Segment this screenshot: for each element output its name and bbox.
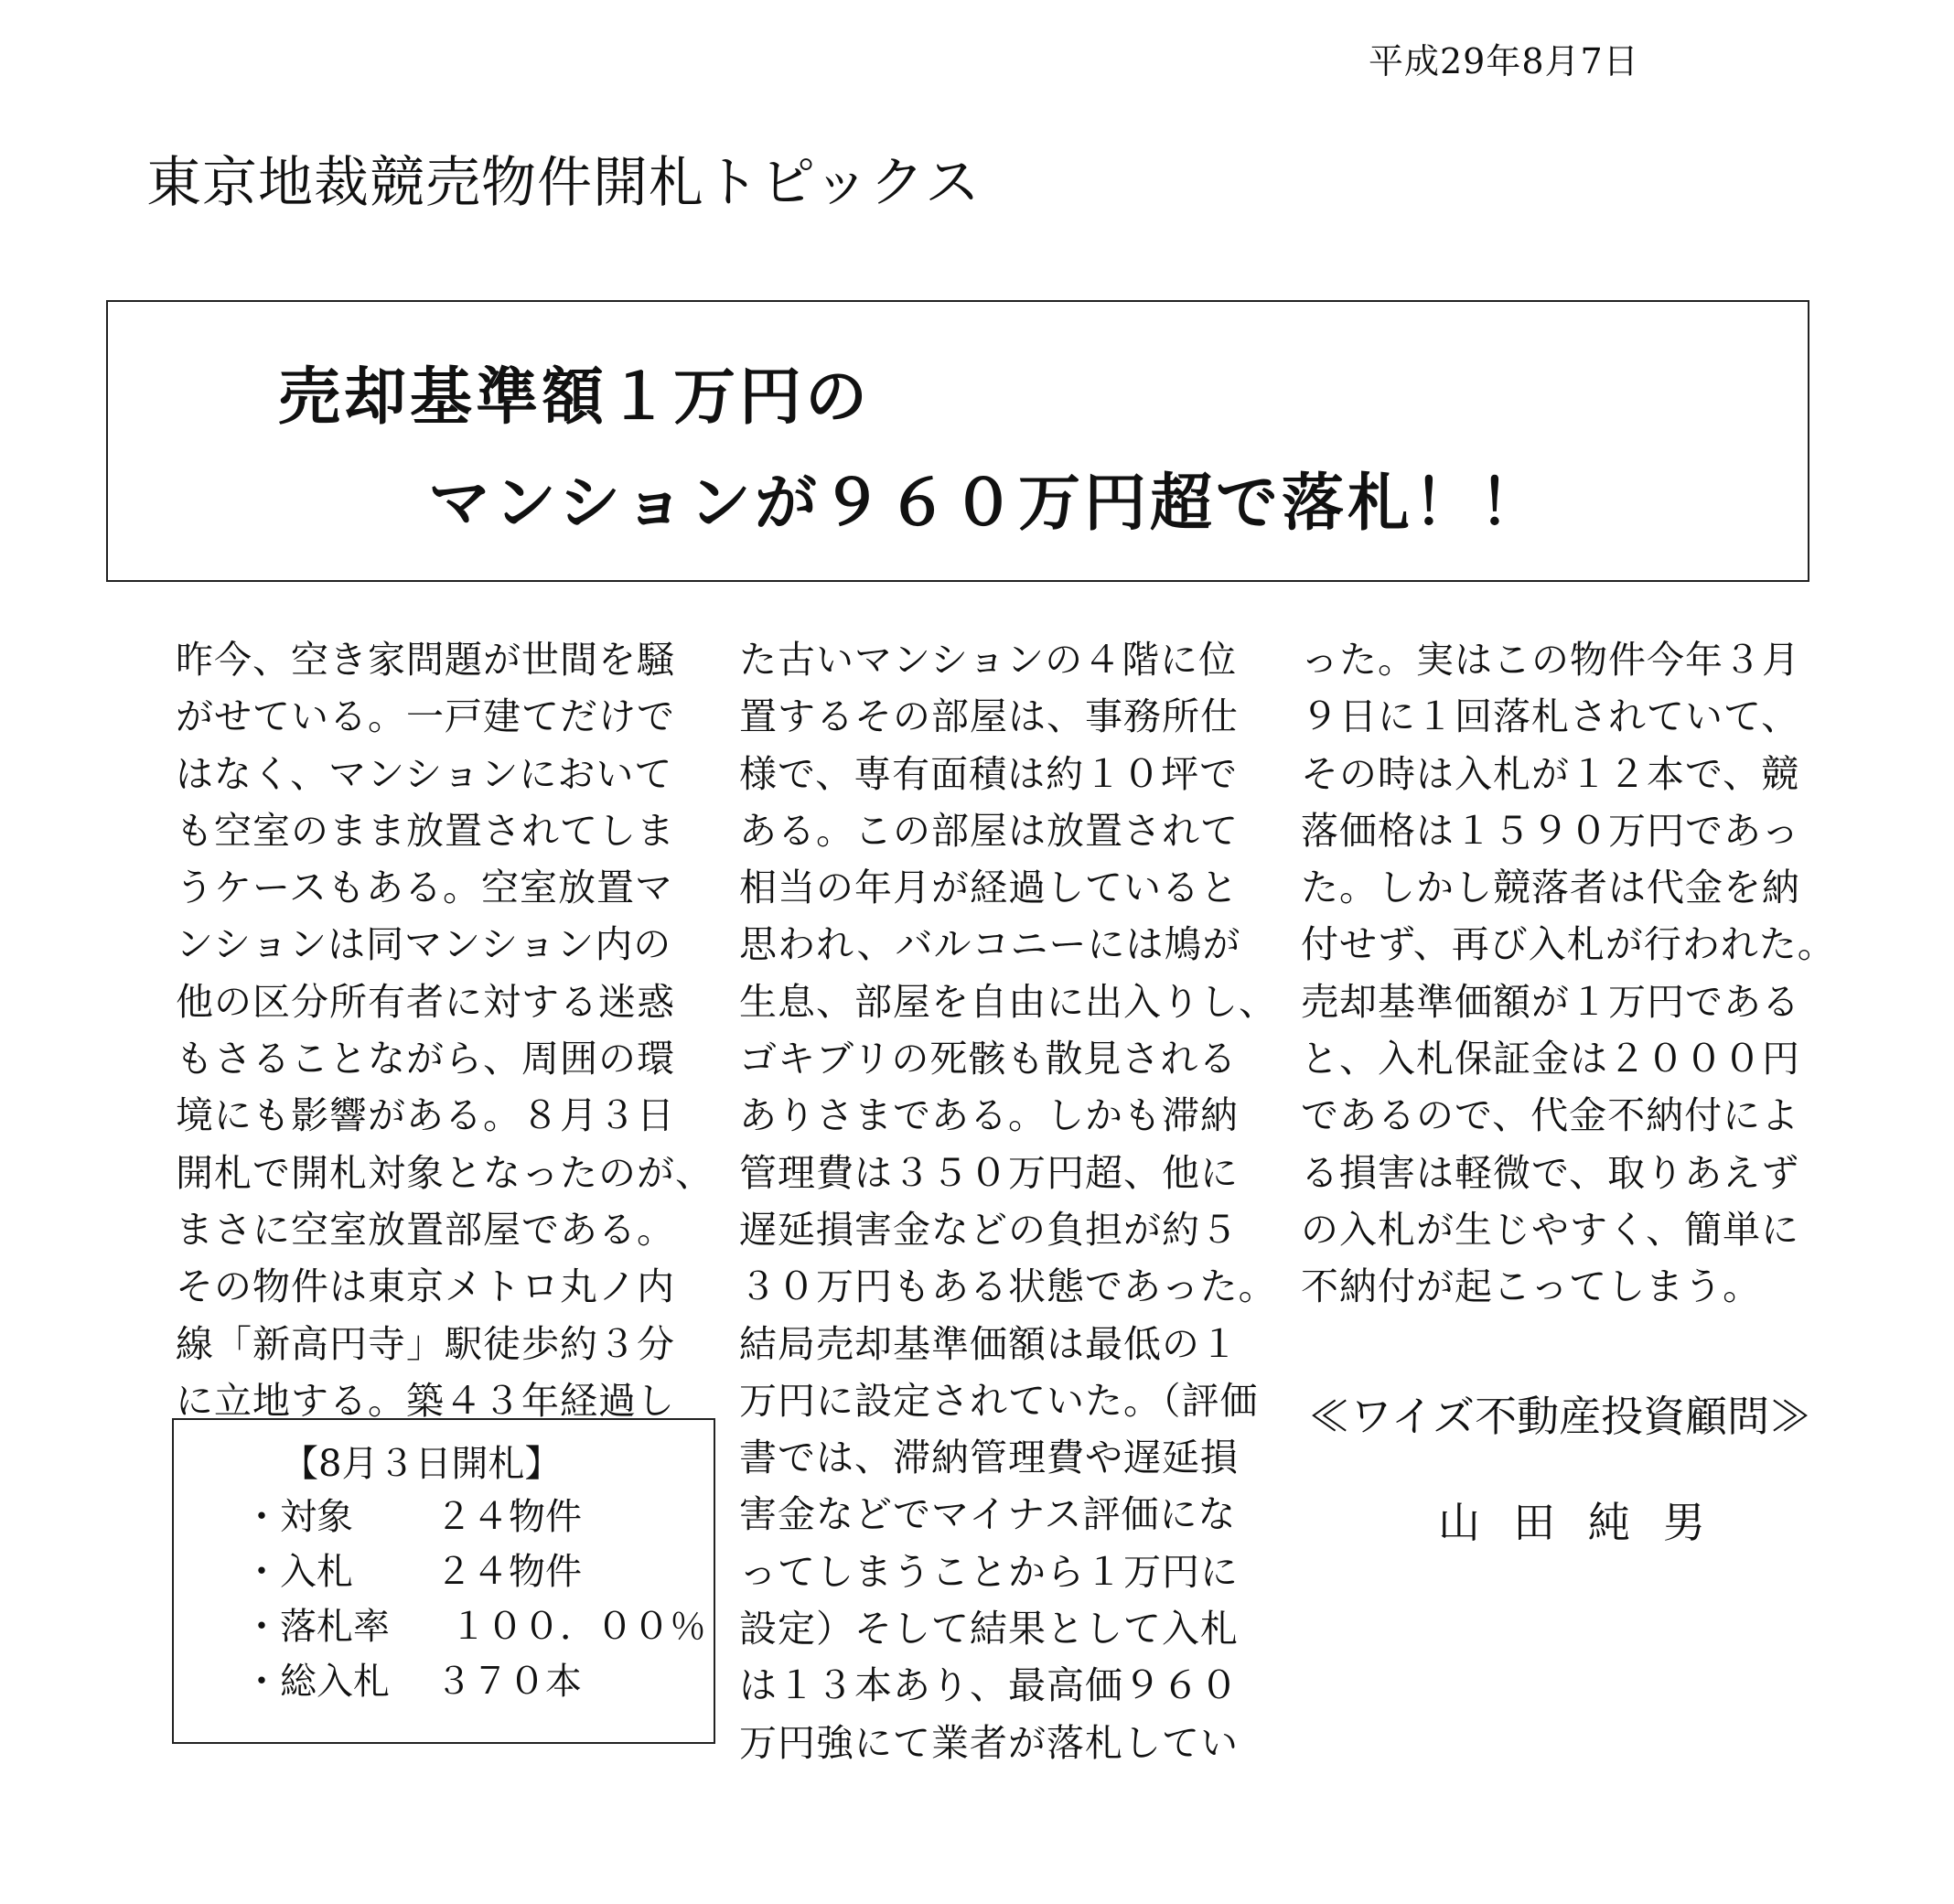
- article-line: ありさまである。しかも滞納: [739, 1093, 1239, 1138]
- headline-line-2: マンションが９６０万円超で落札！！: [428, 468, 1545, 540]
- article-line: 相当の年月が経過していると: [739, 866, 1239, 910]
- article-line: ってしまうことから１万円に: [739, 1549, 1239, 1594]
- article-line: ある。この部屋は放置されて: [739, 808, 1239, 853]
- author-name: 山田純男: [1438, 1498, 1738, 1547]
- article-line: に立地する。築４３年経過し: [176, 1378, 675, 1423]
- summary-row: [243, 1599, 706, 1654]
- summary-row: [243, 1490, 582, 1544]
- article-line: もさることながら、周囲の環: [176, 1037, 675, 1081]
- article-line: ンションは同マンション内の: [176, 922, 672, 967]
- article-line: 結局売却基準価額は最低の１: [739, 1321, 1239, 1366]
- summary-label: ・対象: [243, 1496, 353, 1538]
- article-line: 遅延損害金などの負担が約５: [739, 1207, 1239, 1252]
- article-line: った。実はこの物件今年３月: [1301, 638, 1800, 682]
- article-line: その物件は東京メトロ丸ノ内: [176, 1264, 675, 1309]
- summary-label: ・落札率: [243, 1606, 390, 1648]
- headline-line-1: 売却基準額１万円の: [278, 361, 872, 434]
- article-line: 害金などでマイナス評価にな: [739, 1492, 1237, 1537]
- article-line: ９日に１回落札されていて、: [1301, 694, 1800, 739]
- summary-value: １００．００％: [450, 1606, 706, 1648]
- headline-box: [106, 300, 1809, 582]
- article-line: ゴキブリの死骸も散見される: [739, 1037, 1238, 1081]
- article-line: 置するその部屋は、事務所仕: [739, 694, 1239, 739]
- article-line: 付せず、再び入札が行われた。: [1301, 922, 1836, 967]
- article-line: る損害は軽微で、取りあえず: [1301, 1150, 1800, 1195]
- article-line: 線「新高円寺」駅徒歩約３分: [176, 1321, 675, 1366]
- article-line: 万円強にて業者が落札してい: [739, 1720, 1239, 1765]
- summary-value: ２４物件: [435, 1496, 582, 1538]
- article-line: 管理費は３５０万円超、他に: [739, 1150, 1239, 1195]
- article-column-2: [739, 631, 1277, 1771]
- summary-row: [243, 1544, 582, 1599]
- article-column-1: [176, 631, 714, 1429]
- summary-value: ２４物件: [435, 1551, 582, 1593]
- article-line: た古いマンションの４階に位: [739, 638, 1238, 682]
- article-line: であるので、代金不納付によ: [1301, 1093, 1800, 1138]
- article-line: の入札が生じやすく、簡単に: [1301, 1207, 1800, 1252]
- article-line: 万円に設定されていた。（評価: [739, 1378, 1259, 1423]
- summary-title: 【8月３日開札】: [282, 1443, 562, 1485]
- article-line: はなく、マンションにおいて: [176, 751, 673, 796]
- article-line: は１３本あり、最高価９６０: [739, 1663, 1239, 1708]
- article-line: 開札で開札対象となったのが、: [176, 1150, 714, 1195]
- article-line: 落価格は１５９０万円であっ: [1301, 808, 1800, 853]
- article-line: 思われ、バルコニーには鳩が: [739, 922, 1241, 967]
- publication-date: 平成29年8月7日: [1369, 41, 1639, 81]
- summary-value: ３７０本: [435, 1661, 582, 1703]
- summary-label: ・総入札: [243, 1661, 390, 1703]
- company-name: ≪ワイズ不動産投資顧問≫: [1308, 1392, 1812, 1441]
- article-line: も空室のまま放置されてしま: [176, 808, 675, 853]
- article-line: 生息、部屋を自由に出入りし、: [739, 979, 1277, 1024]
- article-line: 昨今、空き家問題が世間を騒: [176, 638, 675, 682]
- article-line: 設定）そして結果として入札: [739, 1607, 1239, 1651]
- article-line: 他の区分所有者に対する迷惑: [176, 979, 675, 1024]
- article-column-3: [1301, 631, 1836, 1316]
- summary-row: [243, 1654, 582, 1709]
- auction-summary-box: [172, 1418, 715, 1744]
- article-line: 境にも影響がある。８月３日: [176, 1093, 675, 1138]
- article-line: まさに空室放置部屋である。: [176, 1207, 675, 1252]
- summary-label: ・入札: [243, 1551, 353, 1593]
- article-line: がせている。一戸建てだけで: [176, 694, 675, 739]
- article-line: 様で、専有面積は約１０坪で: [739, 751, 1239, 796]
- article-line: うケースもある。空室放置マ: [176, 866, 673, 910]
- article-line: と、入札保証金は２０００円: [1301, 1037, 1800, 1081]
- article-line: た。しかし競落者は代金を納: [1301, 866, 1800, 910]
- article-line: 売却基準価額が１万円である: [1301, 979, 1800, 1024]
- article-line: ３０万円もある状態であった。: [739, 1264, 1277, 1309]
- article-line: その時は入札が１２本で、競: [1301, 751, 1800, 796]
- article-line: 不納付が起こってしまう。: [1301, 1264, 1762, 1309]
- article-line: 書では、滞納管理費や遅延損: [739, 1436, 1239, 1480]
- series-title: 東京地裁競売物件開札トピックス: [146, 151, 981, 215]
